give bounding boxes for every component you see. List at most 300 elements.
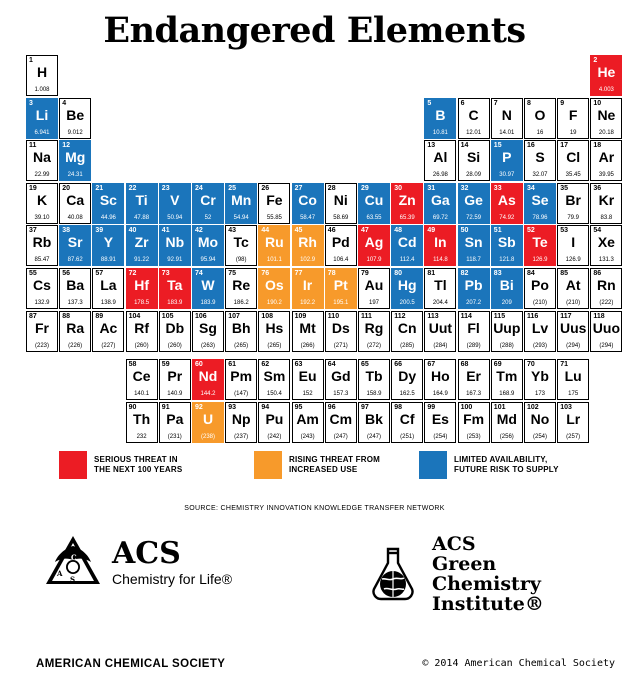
element-symbol: Ds xyxy=(331,319,350,336)
element-symbol: N xyxy=(501,106,512,123)
element-symbol: Uuo xyxy=(592,319,620,336)
element-symbol: Cd xyxy=(397,234,417,251)
element-cell-eu[interactable] xyxy=(292,359,324,400)
element-cell-o[interactable] xyxy=(524,98,556,139)
element-cell-ds[interactable] xyxy=(325,311,357,352)
element-symbol: Uus xyxy=(559,319,587,336)
element-number: 65 xyxy=(361,361,369,369)
element-cell-p[interactable] xyxy=(491,140,523,181)
element-cell-rb[interactable] xyxy=(26,225,58,266)
element-cell-fe[interactable] xyxy=(258,183,290,224)
element-cell-ce[interactable] xyxy=(126,359,158,400)
element-cell-u[interactable] xyxy=(192,402,224,443)
element-number: 47 xyxy=(361,227,369,235)
element-mass: 58.69 xyxy=(333,214,349,221)
element-symbol: Cm xyxy=(329,410,353,427)
legend-serious-threat xyxy=(59,451,182,479)
element-number: 12 xyxy=(62,142,70,150)
element-number: 70 xyxy=(527,361,535,369)
legend-serious-threat-label: SERIOUS THREAT IN THE NEXT 100 YEARS xyxy=(94,455,183,474)
element-number: 116 xyxy=(527,312,539,320)
element-cell-br[interactable] xyxy=(557,183,589,224)
element-number: 16 xyxy=(527,142,535,150)
element-symbol: Pu xyxy=(265,410,284,427)
element-number: 8 xyxy=(527,99,531,107)
element-symbol: Pm xyxy=(230,368,253,385)
element-cell-cu[interactable] xyxy=(358,183,390,224)
element-mass: 168.9 xyxy=(499,391,515,398)
element-cell-co[interactable] xyxy=(292,183,324,224)
element-cell-kr[interactable] xyxy=(590,183,622,224)
element-number: 71 xyxy=(560,361,568,369)
element-cell-rn[interactable] xyxy=(590,268,622,309)
element-cell-ho[interactable] xyxy=(424,359,456,400)
element-symbol: Th xyxy=(133,410,151,427)
element-number: 56 xyxy=(62,270,70,277)
element-symbol: At xyxy=(565,277,581,293)
element-cell-tb[interactable] xyxy=(358,359,390,400)
element-cell-cs[interactable] xyxy=(26,268,58,309)
element-cell-zr[interactable] xyxy=(126,225,158,266)
element-symbol: Eu xyxy=(298,368,317,385)
element-cell-h[interactable] xyxy=(26,55,58,96)
element-cell-mn[interactable] xyxy=(225,183,257,224)
element-cell-au[interactable] xyxy=(358,268,390,309)
element-mass: (271) xyxy=(333,342,348,349)
element-cell-np[interactable] xyxy=(225,402,257,443)
element-mass: (260) xyxy=(167,342,182,349)
element-symbol: O xyxy=(534,106,546,123)
element-number: 18 xyxy=(593,142,602,150)
element-cell-ca[interactable] xyxy=(59,183,91,224)
element-symbol: Ar xyxy=(598,149,615,166)
element-cell-cn[interactable] xyxy=(391,311,423,352)
element-cell-sg[interactable] xyxy=(192,311,224,352)
element-mass: 87.62 xyxy=(67,257,83,264)
element-cell-nd[interactable] xyxy=(192,359,224,400)
element-symbol: Rn xyxy=(597,277,616,293)
element-mass: 55.85 xyxy=(266,214,282,221)
element-mass: (253) xyxy=(466,433,481,440)
element-symbol: Ne xyxy=(597,106,616,123)
element-cell-tl[interactable] xyxy=(424,268,456,309)
element-mass: 28.09 xyxy=(466,172,482,179)
element-symbol: Md xyxy=(496,410,517,427)
element-symbol: Uup xyxy=(493,319,521,336)
element-cell-bi[interactable] xyxy=(491,268,523,309)
element-symbol: P xyxy=(502,149,512,166)
element-cell-dy[interactable] xyxy=(391,359,423,400)
element-mass: 79.9 xyxy=(567,214,580,221)
element-cell-b[interactable] xyxy=(424,98,456,139)
element-mass: 140.9 xyxy=(167,391,183,398)
element-mass: 126.9 xyxy=(565,257,581,264)
element-cell-ge[interactable] xyxy=(458,183,490,224)
element-cell-uup[interactable] xyxy=(491,311,523,352)
element-mass: 32.07 xyxy=(532,172,548,179)
element-number: 20 xyxy=(62,184,70,192)
element-number: 5 xyxy=(427,99,432,107)
legend-serious-threat-swatch xyxy=(59,451,87,479)
element-number: 97 xyxy=(361,403,369,411)
element-symbol: Fm xyxy=(463,410,485,427)
element-cell-uut[interactable] xyxy=(424,311,456,352)
element-cell-bh[interactable] xyxy=(225,311,257,352)
element-symbol: Pb xyxy=(464,277,483,293)
element-cell-ta[interactable] xyxy=(159,268,191,309)
green-chemistry-institute-logo xyxy=(364,534,544,614)
element-number: 103 xyxy=(560,403,572,411)
element-cell-hf[interactable] xyxy=(126,268,158,309)
element-mass: 26.98 xyxy=(432,172,448,179)
element-symbol: V xyxy=(170,191,180,208)
element-cell-be[interactable] xyxy=(59,98,91,139)
element-symbol: No xyxy=(530,410,550,427)
element-cell-ba[interactable] xyxy=(59,268,91,309)
element-symbol: I xyxy=(571,234,576,251)
element-number: 55 xyxy=(29,270,37,277)
element-cell-no[interactable] xyxy=(524,402,556,443)
element-cell-am[interactable] xyxy=(292,402,324,443)
element-mass: 126.9 xyxy=(532,257,548,264)
element-symbol: Lr xyxy=(566,410,581,427)
element-symbol: Uut xyxy=(428,319,453,336)
element-cell-fr[interactable] xyxy=(26,311,58,352)
element-mass: 132.9 xyxy=(34,300,50,306)
element-mass: 192.2 xyxy=(300,300,316,306)
element-symbol: Sg xyxy=(199,319,217,336)
element-mass: 83.8 xyxy=(600,214,613,221)
element-cell-tm[interactable] xyxy=(491,359,523,400)
element-mass: 107.9 xyxy=(366,257,382,264)
element-number: 28 xyxy=(327,184,336,192)
element-cell-sr[interactable] xyxy=(59,225,91,266)
element-mass: (294) xyxy=(599,342,614,349)
element-cell-si[interactable] xyxy=(458,140,490,181)
element-symbol: Mt xyxy=(299,319,316,336)
element-cell-uuo[interactable] xyxy=(590,311,622,352)
element-mass: (266) xyxy=(300,342,315,349)
element-mass: 91.22 xyxy=(134,257,150,264)
element-number: 106 xyxy=(195,312,207,320)
element-number: 32 xyxy=(460,184,469,192)
element-cell-hg[interactable] xyxy=(391,268,423,309)
element-number: 72 xyxy=(128,270,137,277)
element-mass: 118.7 xyxy=(466,257,481,264)
element-cell-te[interactable] xyxy=(524,225,556,266)
element-symbol: Si xyxy=(466,149,481,166)
element-number: 41 xyxy=(161,227,170,235)
element-number: 115 xyxy=(493,312,506,320)
element-number: 77 xyxy=(294,270,303,277)
element-symbol: Ag xyxy=(364,234,384,251)
element-cell-pb[interactable] xyxy=(458,268,490,309)
gci-line-green: Green xyxy=(432,553,497,575)
element-number: 48 xyxy=(394,227,402,235)
element-symbol: Kr xyxy=(598,191,615,208)
green-chemistry-flask-globe-icon xyxy=(364,545,422,603)
element-mass: 74.92 xyxy=(499,214,515,221)
element-cell-hs[interactable] xyxy=(258,311,290,352)
element-number: 108 xyxy=(261,312,274,320)
element-mass: (223) xyxy=(34,342,49,349)
element-symbol: K xyxy=(36,191,48,208)
legend-rising-threat-swatch xyxy=(254,451,282,479)
element-mass: 6.941 xyxy=(34,129,50,136)
element-cell-nb[interactable] xyxy=(159,225,191,266)
element-cell-sc[interactable] xyxy=(92,183,124,224)
element-cell-pr[interactable] xyxy=(159,359,191,400)
element-cell-se[interactable] xyxy=(524,183,556,224)
element-cell-na[interactable] xyxy=(26,140,58,181)
element-symbol: Ru xyxy=(265,234,284,251)
element-cell-pd[interactable] xyxy=(325,225,357,266)
element-cell-sn[interactable] xyxy=(458,225,490,266)
element-number: 34 xyxy=(527,184,535,192)
element-cell-bk[interactable] xyxy=(358,402,390,443)
element-cell-zn[interactable] xyxy=(391,183,423,224)
element-number: 69 xyxy=(493,361,502,369)
element-cell-rh[interactable] xyxy=(292,225,324,266)
element-number: 29 xyxy=(361,184,369,192)
element-number: 63 xyxy=(294,361,303,369)
element-number: 15 xyxy=(493,142,502,150)
element-cell-w[interactable] xyxy=(192,268,224,309)
element-mass: 178.5 xyxy=(134,300,150,306)
element-mass: (265) xyxy=(234,342,249,349)
element-number: 75 xyxy=(228,270,236,277)
element-cell-ga[interactable] xyxy=(424,183,456,224)
element-mass: (231) xyxy=(167,433,182,440)
element-cell-md[interactable] xyxy=(491,402,523,443)
element-cell-pm[interactable] xyxy=(225,359,257,400)
element-cell-es[interactable] xyxy=(424,402,456,443)
element-cell-c[interactable] xyxy=(458,98,490,139)
element-cell-lu[interactable] xyxy=(557,359,589,400)
element-number: 62 xyxy=(261,361,270,369)
element-cell-th[interactable] xyxy=(126,402,158,443)
element-cell-pa[interactable] xyxy=(159,402,191,443)
element-number: 87 xyxy=(29,312,37,320)
element-mass: 207.2 xyxy=(466,300,482,306)
element-cell-he[interactable] xyxy=(590,55,622,96)
element-mass: 65.39 xyxy=(399,214,415,221)
element-cell-cl[interactable] xyxy=(557,140,589,181)
element-cell-as[interactable] xyxy=(491,183,523,224)
element-symbol: W xyxy=(201,277,215,293)
element-cell-ra[interactable] xyxy=(59,311,91,352)
element-symbol: Sn xyxy=(464,234,483,251)
element-cell-mg[interactable] xyxy=(59,140,91,181)
element-cell-ni[interactable] xyxy=(325,183,357,224)
element-mass: 10.81 xyxy=(432,129,448,136)
element-number: 52 xyxy=(527,227,535,235)
element-cell-xe[interactable] xyxy=(590,225,622,266)
element-cell-tc[interactable] xyxy=(225,225,257,266)
element-cell-s[interactable] xyxy=(524,140,556,181)
element-cell-pu[interactable] xyxy=(258,402,290,443)
element-symbol: Ac xyxy=(99,319,118,336)
element-mass: (98) xyxy=(235,257,247,264)
element-cell-cr[interactable] xyxy=(192,183,224,224)
element-number: 4 xyxy=(62,99,67,107)
element-symbol: H xyxy=(36,64,48,80)
element-cell-f[interactable] xyxy=(557,98,589,139)
element-cell-ag[interactable] xyxy=(358,225,390,266)
element-symbol: Y xyxy=(103,234,114,251)
element-cell-ne[interactable] xyxy=(590,98,622,139)
element-number: 92 xyxy=(195,403,203,411)
element-number: 36 xyxy=(593,184,602,192)
element-symbol: Pa xyxy=(166,410,184,427)
element-number: 49 xyxy=(427,227,436,235)
element-symbol: Co xyxy=(298,191,317,208)
element-cell-re[interactable] xyxy=(225,268,257,309)
element-number: 114 xyxy=(460,312,472,320)
element-symbol: Lv xyxy=(531,319,549,336)
element-cell-k[interactable] xyxy=(26,183,58,224)
element-symbol: Be xyxy=(66,106,85,123)
element-cell-gd[interactable] xyxy=(325,359,357,400)
element-symbol: Na xyxy=(33,149,51,166)
element-mass: 44.96 xyxy=(100,214,116,221)
source-note: SOURCE: CHEMISTRY INNOVATION KNOWLEDGE TRANSFER NETWORK xyxy=(184,505,445,512)
element-symbol: Rg xyxy=(364,319,384,336)
element-cell-fm[interactable] xyxy=(458,402,490,443)
element-cell-uus[interactable] xyxy=(557,311,589,352)
element-number: 78 xyxy=(327,270,336,277)
element-cell-rf[interactable] xyxy=(126,311,158,352)
element-cell-yb[interactable] xyxy=(524,359,556,400)
element-mass: 54.94 xyxy=(233,214,249,221)
element-symbol: Tl xyxy=(434,277,447,293)
element-cell-sm[interactable] xyxy=(258,359,290,400)
element-mass: 22.99 xyxy=(34,172,50,179)
element-number: 46 xyxy=(327,227,336,235)
element-number: 10 xyxy=(593,99,602,107)
element-number: 54 xyxy=(593,227,602,235)
element-symbol: Nd xyxy=(198,368,218,385)
element-number: 30 xyxy=(394,184,402,192)
element-symbol: Fr xyxy=(35,319,49,336)
element-number: 98 xyxy=(394,403,402,411)
element-mass: 152 xyxy=(302,391,313,398)
element-cell-ti[interactable] xyxy=(126,183,158,224)
element-number: 2 xyxy=(593,57,598,64)
element-mass: 131.3 xyxy=(598,257,614,264)
element-symbol: Tm xyxy=(496,368,518,385)
element-cell-po[interactable] xyxy=(524,268,556,309)
element-cell-ar[interactable] xyxy=(590,140,622,181)
element-mass: 52 xyxy=(204,214,212,221)
element-mass: (242) xyxy=(267,433,282,440)
element-cell-cf[interactable] xyxy=(391,402,423,443)
element-cell-ir[interactable] xyxy=(292,268,324,309)
element-number: 14 xyxy=(460,142,469,150)
element-mass: 232 xyxy=(136,433,147,440)
element-number: 6 xyxy=(460,99,465,107)
element-mass: (284) xyxy=(433,342,448,349)
element-cell-cd[interactable] xyxy=(391,225,423,266)
element-mass: 39.95 xyxy=(598,172,614,179)
element-cell-mt[interactable] xyxy=(292,311,324,352)
element-number: 64 xyxy=(327,361,336,369)
element-cell-er[interactable] xyxy=(458,359,490,400)
element-cell-mo[interactable] xyxy=(192,225,224,266)
element-symbol: Bk xyxy=(365,410,383,427)
element-symbol: Au xyxy=(364,277,384,293)
element-symbol: Ti xyxy=(135,191,148,208)
element-symbol: Te xyxy=(532,234,548,251)
element-cell-i[interactable] xyxy=(557,225,589,266)
element-number: 9 xyxy=(560,99,565,107)
element-number: 22 xyxy=(128,184,137,192)
element-symbol: As xyxy=(497,191,516,208)
element-mass: 138.9 xyxy=(100,300,116,306)
element-cell-cm[interactable] xyxy=(325,402,357,443)
element-symbol: Tc xyxy=(233,234,249,251)
acs-wordmark: ACS xyxy=(112,535,181,571)
element-number: 13 xyxy=(427,142,436,150)
element-symbol: Cs xyxy=(33,277,51,293)
element-cell-lr[interactable] xyxy=(557,402,589,443)
element-cell-rg[interactable] xyxy=(358,311,390,352)
element-cell-fl[interactable] xyxy=(458,311,490,352)
element-cell-li[interactable] xyxy=(26,98,58,139)
element-cell-sb[interactable] xyxy=(491,225,523,266)
element-number: 58 xyxy=(128,361,137,369)
element-symbol: Po xyxy=(531,277,549,293)
element-cell-n[interactable] xyxy=(491,98,523,139)
page-title: Endangered Elements xyxy=(103,10,526,51)
element-cell-v[interactable] xyxy=(159,183,191,224)
element-cell-ru[interactable] xyxy=(258,225,290,266)
element-cell-lv[interactable] xyxy=(524,311,556,352)
element-symbol: Hs xyxy=(265,319,284,336)
element-mass: (237) xyxy=(234,433,249,440)
element-number: 107 xyxy=(228,312,240,320)
element-cell-pt[interactable] xyxy=(325,268,357,309)
element-cell-ac[interactable] xyxy=(92,311,124,352)
element-symbol: F xyxy=(568,106,578,123)
element-symbol: Dy xyxy=(398,368,417,385)
element-mass: 200.5 xyxy=(399,300,415,306)
element-mass: 9.012 xyxy=(67,129,83,136)
element-cell-al[interactable] xyxy=(424,140,456,181)
element-cell-at[interactable] xyxy=(557,268,589,309)
element-number: 85 xyxy=(560,270,568,277)
gci-line-chemistry: Chemistry xyxy=(432,573,541,595)
element-mass: 12.01 xyxy=(466,129,482,136)
element-cell-db[interactable] xyxy=(159,311,191,352)
element-symbol: Pt xyxy=(333,277,348,293)
element-cell-os[interactable] xyxy=(258,268,290,309)
element-symbol: Ga xyxy=(431,191,450,208)
element-symbol: S xyxy=(535,149,545,166)
element-cell-y[interactable] xyxy=(92,225,124,266)
element-symbol: Es xyxy=(431,410,449,427)
element-mass: (289) xyxy=(466,342,481,349)
element-cell-la[interactable] xyxy=(92,268,124,309)
element-mass: 35.45 xyxy=(565,172,581,179)
element-mass: 175 xyxy=(568,391,579,398)
element-symbol: Rb xyxy=(32,234,52,251)
element-number: 38 xyxy=(62,227,70,235)
element-number: 7 xyxy=(493,99,498,107)
element-number: 79 xyxy=(361,270,369,277)
element-mass: 14.01 xyxy=(499,129,515,136)
element-cell-in[interactable] xyxy=(424,225,456,266)
